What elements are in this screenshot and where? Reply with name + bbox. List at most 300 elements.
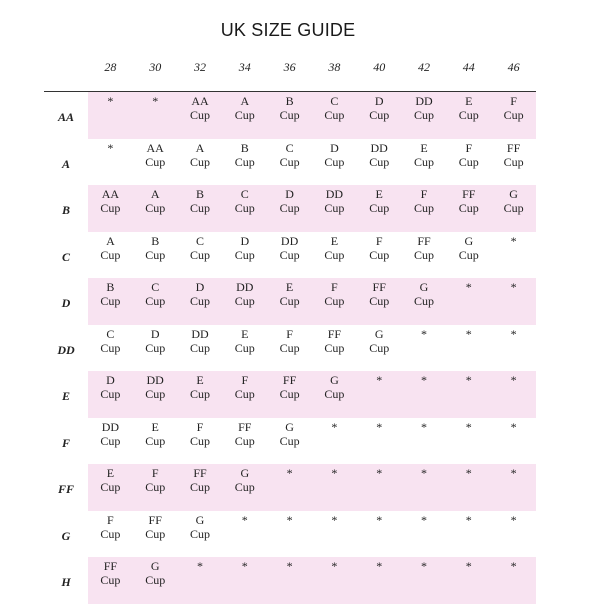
cup-size: G [509, 187, 518, 201]
cup-size: * [510, 559, 517, 573]
cup-size: DD [191, 326, 209, 341]
cup-size: * [331, 419, 338, 434]
size-cell [178, 466, 223, 494]
cup-size: * [510, 419, 517, 434]
cup-size: FF [506, 140, 521, 155]
cup-label: D [61, 296, 71, 310]
size-cell [402, 187, 447, 215]
size-cell [446, 420, 491, 434]
cup-size: * [420, 559, 427, 573]
cup-suffix: Cup [145, 294, 166, 308]
cup-suffix: Cup [369, 201, 390, 215]
cup-suffix: Cup [100, 480, 121, 494]
size-cell [491, 187, 536, 215]
size-cell [402, 280, 447, 308]
cup-size: E [241, 326, 249, 341]
cup-size: * [286, 512, 293, 527]
size-cell [491, 94, 536, 122]
cup-suffix: Cup [413, 108, 434, 122]
cup-size: * [241, 512, 248, 527]
cup-size: * [510, 512, 517, 527]
band-size-header [88, 60, 536, 80]
cup-suffix: Cup [145, 340, 166, 355]
cup-suffix: Cup [100, 247, 121, 262]
cup-size: B [285, 94, 294, 108]
cup-suffix: Cup [145, 573, 166, 587]
size-cell [402, 513, 447, 527]
size-cell [88, 94, 133, 108]
size-cell [446, 234, 491, 262]
size-cell [312, 373, 357, 401]
cup-size: F [420, 187, 428, 201]
size-cell [357, 234, 402, 262]
cup-size: AA [101, 187, 120, 201]
size-cell [88, 559, 133, 587]
size-cell [402, 94, 447, 122]
size-cell [357, 466, 402, 480]
size-cell [402, 141, 447, 169]
cup-size: * [510, 373, 517, 387]
cup-size: * [376, 466, 383, 480]
cup-label: G [61, 528, 71, 543]
cup-size: * [331, 512, 338, 527]
cup-suffix: Cup [279, 433, 300, 448]
cup-size: G [150, 559, 160, 573]
size-cell [178, 327, 223, 355]
cup-size: E [106, 466, 115, 480]
cup-size: E [375, 187, 383, 201]
cup-size: AA [191, 94, 209, 108]
size-cell [133, 141, 178, 169]
table-row [44, 185, 536, 232]
cup-size: E [330, 233, 339, 248]
cup-size: D [285, 187, 294, 201]
size-cell [178, 141, 223, 169]
size-cell [133, 420, 178, 448]
table-row [44, 278, 536, 325]
cup-size: F [375, 233, 383, 248]
cup-size: A [106, 233, 115, 248]
size-cell [446, 187, 491, 215]
band-size-36: 36 [283, 60, 296, 74]
cup-size: E [196, 373, 204, 387]
cup-size: A [195, 140, 205, 155]
cup-suffix: Cup [145, 247, 166, 262]
cup-suffix: Cup [100, 340, 121, 355]
cup-size: E [420, 140, 428, 155]
cup-size: * [465, 559, 472, 573]
size-cell [267, 420, 312, 448]
size-cell [491, 373, 536, 387]
cup-size: DD [370, 140, 388, 155]
size-cell [178, 94, 223, 122]
cup-label: DD [57, 342, 75, 357]
cup-suffix: Cup [458, 247, 479, 262]
cup-size: DD [280, 233, 299, 248]
cup-size: * [465, 419, 472, 434]
size-cell [312, 513, 357, 527]
size-cell [178, 559, 223, 573]
cup-suffix: Cup [100, 573, 121, 587]
size-cell [133, 187, 178, 215]
size-cell [446, 327, 491, 341]
cup-suffix: Cup [503, 108, 524, 122]
size-cell [357, 280, 402, 308]
cup-suffix: Cup [189, 154, 210, 169]
cup-size: DD [146, 373, 164, 387]
cup-size: FF [148, 512, 162, 527]
size-cell [267, 187, 312, 215]
size-cell [491, 327, 536, 341]
cup-size: B [195, 187, 204, 201]
cup-size: * [465, 280, 472, 294]
cup-size: * [465, 466, 472, 480]
cup-size: FF [327, 326, 342, 341]
size-cell [312, 327, 357, 355]
cup-label: A [61, 156, 70, 171]
cup-label: AA [57, 110, 74, 124]
cup-suffix: Cup [279, 247, 300, 262]
cup-suffix: Cup [503, 154, 524, 169]
size-cell [178, 280, 223, 308]
cup-size: F [241, 373, 249, 387]
cup-suffix: Cup [234, 201, 255, 215]
cup-size: G [285, 419, 294, 434]
size-cell [88, 327, 133, 355]
size-cell [133, 466, 178, 494]
cup-size: DD [325, 187, 344, 201]
cup-suffix: Cup [369, 247, 390, 262]
cup-label: C [61, 249, 70, 264]
size-cell [402, 327, 447, 341]
band-size-32: 32 [193, 60, 206, 74]
size-cell [446, 373, 491, 387]
cup-size: F [465, 140, 473, 155]
size-cell [267, 327, 312, 355]
band-size-28: 28 [104, 60, 117, 74]
size-cell [88, 466, 133, 494]
cup-size: * [286, 559, 293, 573]
cup-suffix: Cup [413, 154, 434, 169]
cup-suffix: Cup [324, 294, 345, 308]
cup-size: AA [146, 140, 164, 155]
cup-label: H [61, 575, 71, 589]
size-cell [222, 234, 267, 262]
size-cell [491, 513, 536, 527]
band-size-46: 46 [507, 60, 520, 74]
size-cell [222, 559, 267, 573]
cup-label: F [61, 435, 70, 450]
size-cell [267, 234, 312, 262]
size-cell [446, 94, 491, 122]
size-cell [267, 373, 312, 401]
cup-size: D [240, 233, 250, 248]
cup-suffix: Cup [324, 201, 345, 215]
cup-suffix: Cup [279, 108, 300, 122]
cup-suffix: Cup [234, 108, 255, 122]
size-cell [267, 141, 312, 169]
band-size-30: 30 [149, 60, 162, 74]
cup-size: B [240, 140, 249, 155]
size-cell [222, 327, 267, 355]
cup-suffix: Cup [369, 154, 390, 169]
size-cell [88, 141, 133, 155]
cup-size: E [465, 94, 473, 108]
cup-suffix: Cup [369, 294, 390, 308]
cup-size: FF [282, 373, 297, 387]
cup-suffix: Cup [369, 108, 390, 122]
size-cell [312, 141, 357, 169]
size-cell [491, 466, 536, 480]
size-cell [446, 141, 491, 169]
cup-size: D [106, 373, 115, 387]
size-cell [133, 280, 178, 308]
cup-size: * [376, 559, 383, 573]
size-cell [357, 559, 402, 573]
cup-size: F [151, 466, 159, 480]
cup-size: G [330, 373, 339, 387]
cup-label: E [61, 389, 70, 403]
cup-size: FF [193, 466, 207, 480]
size-cell [312, 187, 357, 215]
size-cell [133, 94, 178, 108]
cup-size: * [331, 559, 338, 573]
size-cell [446, 280, 491, 294]
cup-size: * [196, 559, 203, 573]
cup-suffix: Cup [145, 201, 166, 215]
cup-suffix: Cup [189, 294, 210, 308]
size-cell [491, 234, 536, 248]
size-cell [357, 420, 402, 434]
cup-size: FF [462, 187, 476, 201]
cup-size: * [510, 233, 517, 248]
cup-size: D [330, 140, 339, 155]
cup-size: * [152, 94, 159, 108]
size-cell [402, 466, 447, 480]
cup-suffix: Cup [234, 387, 255, 401]
size-cell [312, 94, 357, 122]
cup-size: B [151, 233, 160, 248]
cup-suffix: Cup [324, 154, 345, 169]
cup-label: B [61, 203, 70, 217]
cup-suffix: Cup [100, 294, 121, 308]
cup-size: G [240, 466, 250, 480]
cup-size: * [376, 512, 383, 527]
cup-suffix: Cup [189, 433, 210, 448]
size-cell [222, 280, 267, 308]
table-row [44, 325, 536, 372]
size-cell [357, 94, 402, 122]
size-cell [267, 559, 312, 573]
size-cell [88, 234, 133, 262]
table-row [44, 232, 536, 279]
size-cell [178, 234, 223, 262]
cup-suffix: Cup [279, 387, 300, 401]
size-cell [312, 234, 357, 262]
cup-size: * [465, 373, 472, 387]
cup-size: * [465, 326, 472, 341]
cup-size: * [420, 466, 427, 480]
cup-size: * [286, 466, 293, 480]
size-cell [357, 141, 402, 169]
size-cell [402, 420, 447, 434]
cup-size: G [419, 280, 429, 294]
size-cell [312, 559, 357, 573]
cup-suffix: Cup [145, 387, 166, 401]
cup-size: * [510, 326, 517, 341]
size-cell [402, 559, 447, 573]
cup-size: * [376, 419, 383, 434]
cup-size: FF [417, 233, 431, 248]
cup-size: F [196, 419, 204, 434]
table-row [44, 464, 536, 511]
size-cell [357, 373, 402, 387]
size-cell [133, 513, 178, 541]
cup-suffix: Cup [145, 433, 166, 448]
cup-suffix: Cup [234, 247, 255, 262]
size-cell [178, 513, 223, 541]
size-cell [402, 373, 447, 387]
size-cell [133, 373, 178, 401]
cup-suffix: Cup [369, 340, 390, 355]
cup-size: FF [103, 559, 118, 573]
cup-size: * [376, 373, 383, 387]
size-cell [88, 420, 133, 448]
cup-size: * [107, 94, 114, 108]
size-cell [402, 234, 447, 262]
size-cell [88, 280, 133, 308]
cup-size: * [510, 466, 517, 480]
size-cell [491, 280, 536, 294]
size-cell [222, 373, 267, 401]
size-cell [491, 420, 536, 434]
size-cell [312, 420, 357, 434]
band-size-38: 38 [328, 60, 341, 74]
size-cell [491, 559, 536, 573]
size-cell [491, 141, 536, 169]
cup-size: C [285, 140, 294, 155]
cup-size: DD [236, 280, 254, 294]
cup-suffix: Cup [145, 526, 166, 541]
size-cell [222, 466, 267, 494]
cup-size: F [510, 94, 517, 108]
cup-size: * [420, 326, 427, 341]
cup-suffix: Cup [189, 201, 210, 215]
cup-size: E [285, 280, 294, 294]
size-cell [133, 327, 178, 355]
cup-suffix: Cup [234, 154, 255, 169]
size-cell [133, 234, 178, 262]
cup-suffix: Cup [234, 340, 255, 355]
cup-suffix: Cup [100, 526, 121, 541]
size-cell [357, 327, 402, 355]
table-row [44, 557, 536, 604]
cup-suffix: Cup [324, 247, 345, 262]
cup-size: C [151, 280, 160, 294]
cup-label: FF [57, 482, 74, 496]
size-cell [446, 466, 491, 480]
cup-size: G [464, 233, 474, 248]
size-cell [267, 280, 312, 308]
cup-suffix: Cup [458, 108, 479, 122]
cup-size: DD [415, 94, 433, 108]
cup-suffix: Cup [100, 433, 121, 448]
cup-suffix: Cup [279, 340, 300, 355]
cup-suffix: Cup [189, 340, 210, 355]
size-cell [133, 559, 178, 587]
cup-size: F [286, 326, 293, 341]
size-cell [357, 187, 402, 215]
cup-suffix: Cup [189, 526, 210, 541]
cup-size: * [241, 559, 248, 573]
size-cell [88, 373, 133, 401]
cup-size: C [330, 94, 339, 108]
size-cell [222, 187, 267, 215]
band-size-44: 44 [462, 60, 475, 74]
cup-suffix: Cup [100, 387, 121, 401]
cup-size: G [374, 326, 384, 341]
cup-suffix: Cup [189, 108, 210, 122]
cup-suffix: Cup [413, 294, 434, 308]
cup-size: B [106, 280, 115, 294]
size-cell [222, 420, 267, 448]
cup-size: C [106, 326, 115, 341]
cup-size: * [465, 512, 472, 527]
cup-suffix: Cup [279, 154, 300, 169]
cup-suffix: Cup [324, 108, 345, 122]
cup-size: G [195, 512, 205, 527]
cup-size: A [240, 94, 250, 108]
cup-suffix: Cup [324, 387, 345, 401]
cup-size: * [331, 466, 338, 480]
size-cell [446, 513, 491, 527]
cup-suffix: Cup [279, 201, 300, 215]
size-cell [312, 280, 357, 308]
cup-suffix: Cup [100, 201, 121, 215]
size-cell [446, 559, 491, 573]
cup-suffix: Cup [503, 201, 524, 215]
band-size-40: 40 [373, 60, 386, 74]
cup-size: F [107, 512, 114, 527]
cup-size: * [420, 419, 427, 434]
cup-size: E [151, 419, 159, 434]
cup-size: * [420, 373, 427, 387]
size-cell [178, 373, 223, 401]
band-size-34: 34 [238, 60, 251, 74]
cup-suffix: Cup [458, 201, 479, 215]
size-cell [267, 466, 312, 480]
cup-size: * [510, 280, 517, 294]
cup-suffix: Cup [458, 154, 479, 169]
size-cell [222, 141, 267, 169]
size-cell [357, 513, 402, 527]
size-cell [222, 513, 267, 527]
cup-size: D [195, 280, 205, 294]
band-size-42: 42 [417, 60, 430, 74]
cup-suffix: Cup [145, 154, 166, 169]
cup-size: C [195, 233, 204, 248]
cup-suffix: Cup [189, 480, 210, 494]
cup-size: FF [372, 280, 386, 294]
cup-size: * [420, 512, 427, 527]
cup-suffix: Cup [324, 340, 345, 355]
size-cell [267, 94, 312, 122]
cup-size: F [331, 280, 338, 294]
cup-suffix: Cup [279, 294, 300, 308]
cup-size: A [150, 187, 160, 201]
table-row [44, 92, 536, 139]
page-title: UK SIZE GUIDE [220, 20, 356, 40]
